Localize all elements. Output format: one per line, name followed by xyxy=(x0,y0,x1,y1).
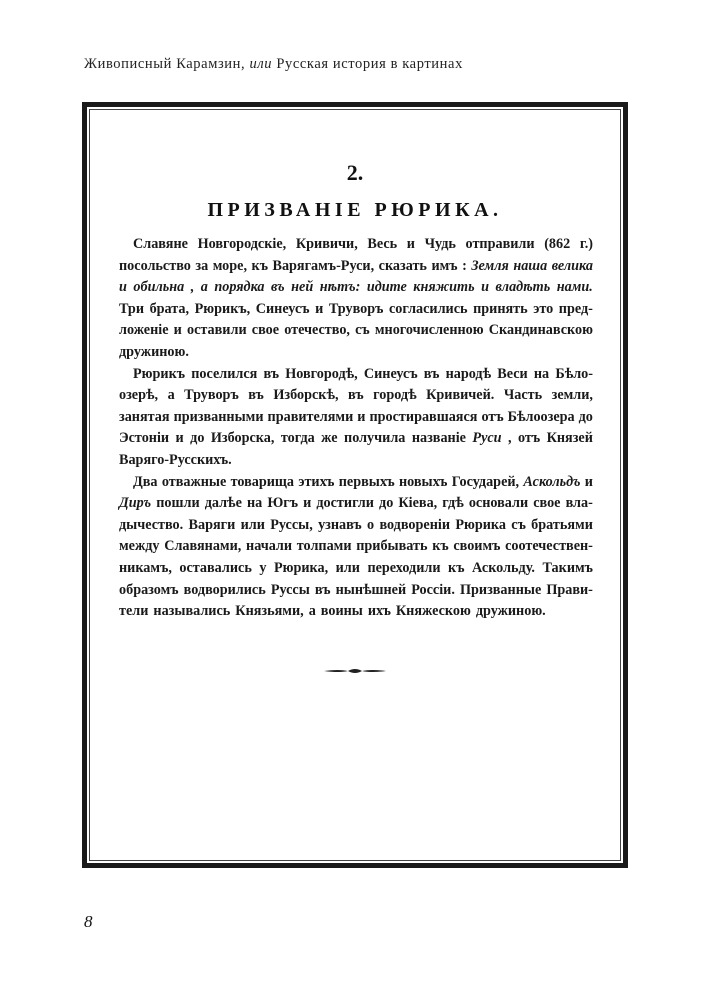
word: первыхъ xyxy=(338,473,395,490)
text-line xyxy=(119,580,593,602)
word: далѣе xyxy=(204,495,242,512)
word: занятая xyxy=(119,408,170,425)
word: же xyxy=(321,430,338,447)
word: Бѣло- xyxy=(555,365,593,382)
text-line xyxy=(119,536,593,558)
word: Варягамъ-Руси, xyxy=(272,257,375,274)
text-line xyxy=(119,385,593,407)
word: Славяне xyxy=(133,236,188,252)
word: до xyxy=(578,408,593,425)
word: Новгородскіе, xyxy=(197,236,287,252)
word: вла- xyxy=(565,495,593,512)
word: Россіи. xyxy=(411,581,455,598)
word: Князей xyxy=(546,430,593,447)
word: Рюрика, xyxy=(273,559,329,576)
word: водвореніи xyxy=(379,516,451,533)
word: о xyxy=(367,516,375,533)
italic-word: и xyxy=(481,279,489,296)
word: ложеніе xyxy=(119,322,169,339)
word: на xyxy=(533,365,550,382)
word: Югъ xyxy=(267,495,299,512)
word: Изборскѣ, xyxy=(273,387,339,404)
italic-word: въ xyxy=(271,279,285,296)
italic-word: наша xyxy=(513,257,548,274)
text-line xyxy=(119,364,593,386)
running-head-title: Живописный Карамзин, xyxy=(84,56,246,72)
word: новыхъ xyxy=(398,473,448,490)
word: тогда xyxy=(280,430,315,447)
word: Славянами, xyxy=(164,538,242,555)
word: и xyxy=(357,408,366,425)
word: Скандинавскою xyxy=(488,322,593,339)
word: до xyxy=(379,495,394,512)
text-line xyxy=(119,407,593,429)
word: Бѣлоозера xyxy=(507,408,575,425)
word: Аскольду. xyxy=(472,559,535,576)
word: Кіева, xyxy=(398,495,438,512)
italic-word: идите xyxy=(366,279,407,296)
word: Прави- xyxy=(546,581,593,598)
chapter-number: 2. xyxy=(346,160,364,185)
word: отправили xyxy=(465,236,535,252)
word: Руссы, xyxy=(270,516,313,533)
word: оставались xyxy=(179,559,252,576)
italic-word: владѣть xyxy=(495,279,551,296)
word: Призванные xyxy=(459,581,542,598)
word: Государей, xyxy=(451,473,520,490)
word: съ xyxy=(355,322,370,339)
word: , xyxy=(508,430,512,447)
word: отъ xyxy=(517,430,541,447)
italic-word: а xyxy=(200,279,208,296)
word: Княжескою xyxy=(395,603,471,620)
text-line xyxy=(119,515,593,537)
word: Весь xyxy=(367,236,398,252)
chapter-body xyxy=(119,234,593,623)
word: узнавъ xyxy=(318,516,362,533)
italic-word: ней xyxy=(291,279,314,296)
text-line xyxy=(119,277,593,299)
italic-word: , xyxy=(190,279,195,296)
word: а xyxy=(308,603,316,620)
page-frame xyxy=(82,102,628,868)
word: или xyxy=(335,559,360,576)
word: начали xyxy=(246,538,293,555)
word: въ xyxy=(314,581,331,598)
word: Князьями, xyxy=(235,603,304,620)
word: призванными xyxy=(173,408,264,425)
word: правителями xyxy=(267,408,354,425)
word: и xyxy=(584,473,593,490)
word: воины xyxy=(320,603,363,620)
text-line xyxy=(119,320,593,342)
word: дычество. xyxy=(119,516,184,533)
ornament-divider-icon xyxy=(324,667,386,675)
word: свое xyxy=(251,322,280,339)
word: Часть xyxy=(503,387,543,404)
word: брата, xyxy=(149,300,190,317)
chapter-title: ПРИЗВАНІЕ РЮРИКА. xyxy=(207,199,503,221)
word: а xyxy=(167,387,175,404)
word: соотечествен- xyxy=(505,538,593,555)
word: Чудь xyxy=(424,236,456,252)
word: Веси xyxy=(497,365,528,382)
word: и xyxy=(303,495,312,512)
word: и xyxy=(175,430,184,447)
page-number: 8 xyxy=(84,912,93,931)
word: къ xyxy=(448,559,465,576)
word: ихъ xyxy=(367,603,391,620)
word: многочисленною xyxy=(374,322,484,339)
word: Труворъ xyxy=(328,300,384,317)
word: братьями xyxy=(531,516,593,533)
text-line xyxy=(119,601,593,623)
text-line xyxy=(119,558,593,580)
word: пред- xyxy=(558,300,593,317)
text-line xyxy=(119,428,593,450)
word: до xyxy=(190,430,205,447)
italic-word: велика xyxy=(551,257,593,274)
running-head-subtitle: Русская история в картинах xyxy=(276,56,463,72)
word: и xyxy=(315,300,324,317)
word: пошли xyxy=(156,495,200,512)
word: у xyxy=(259,559,267,576)
italic-word: порядка xyxy=(214,279,265,296)
italic-word: Диръ xyxy=(119,495,152,512)
italic-word: Земля xyxy=(471,257,509,274)
word: и xyxy=(406,236,415,252)
word: земли, xyxy=(551,387,593,404)
word: народѣ xyxy=(445,365,492,382)
word: Два xyxy=(133,473,158,490)
italic-word: Руси xyxy=(472,430,502,447)
word: Рюрика xyxy=(455,516,506,533)
italic-word: и xyxy=(119,279,127,296)
word: и xyxy=(173,322,182,339)
word: въ xyxy=(348,387,364,404)
word: Синеусъ xyxy=(363,365,418,382)
word: Эстоніи xyxy=(119,430,170,447)
word: Изборска, xyxy=(210,430,275,447)
word: отъ xyxy=(481,408,504,425)
word: своимъ xyxy=(453,538,501,555)
word: Руссы xyxy=(270,581,310,598)
text-line xyxy=(119,234,593,256)
italic-word: нами. xyxy=(556,279,593,296)
word: назывались xyxy=(153,603,231,620)
word: или xyxy=(240,516,265,533)
word: на xyxy=(246,495,263,512)
word: посольство xyxy=(119,257,191,274)
word: съ xyxy=(511,516,526,533)
word: Три xyxy=(119,300,144,317)
word: простиравшаяся xyxy=(369,408,478,425)
word: Варяги xyxy=(188,516,236,533)
text-line xyxy=(119,256,593,278)
word: Синеусъ xyxy=(255,300,310,317)
word: никамъ, xyxy=(119,559,172,576)
word: сказать xyxy=(378,257,427,274)
word: отечество, xyxy=(284,322,350,339)
text-line xyxy=(119,493,593,515)
word: Варяго-Русскихъ. xyxy=(119,451,232,468)
word: товарища xyxy=(230,473,295,490)
word: достигли xyxy=(316,495,374,512)
word: между xyxy=(119,538,160,555)
word: дружиною. xyxy=(475,603,546,620)
word: : xyxy=(462,257,467,274)
word: озерѣ, xyxy=(119,387,159,404)
italic-word: обильна xyxy=(133,279,185,296)
text-line xyxy=(119,342,593,364)
word: образомъ xyxy=(119,581,179,598)
word: свое xyxy=(533,495,561,512)
word: въ xyxy=(248,387,264,404)
italic-word: нѣтъ: xyxy=(319,279,361,296)
text-line xyxy=(119,450,593,472)
word: основали xyxy=(468,495,529,512)
word: Кривичей. xyxy=(426,387,495,404)
running-head-conjunction: или xyxy=(249,56,273,72)
word: принять xyxy=(473,300,528,317)
word: къ xyxy=(251,257,268,274)
word: (862 xyxy=(544,236,571,252)
text-line xyxy=(119,472,593,494)
word: получила xyxy=(344,430,406,447)
word: Такимъ xyxy=(542,559,593,576)
word: отважные xyxy=(161,473,227,490)
word: нынѣшней xyxy=(335,581,407,598)
italic-word: княжить xyxy=(413,279,475,296)
word: толпами xyxy=(296,538,352,555)
word: въ xyxy=(263,365,280,382)
word: Труворъ xyxy=(184,387,239,404)
word: море, xyxy=(212,257,247,274)
word: переходили xyxy=(367,559,441,576)
word: согласились xyxy=(388,300,468,317)
word: оставили xyxy=(187,322,247,339)
word: водворились xyxy=(183,581,266,598)
text-line xyxy=(119,299,593,321)
word: Рюрикъ xyxy=(133,365,186,382)
word: къ xyxy=(432,538,449,555)
word: тели xyxy=(119,603,149,620)
word: г.) xyxy=(579,236,593,252)
word: городѣ xyxy=(373,387,417,404)
word: имъ xyxy=(431,257,458,274)
word: Новгородѣ, xyxy=(285,365,358,382)
word: названіе xyxy=(411,430,466,447)
word: дружиною. xyxy=(119,343,189,360)
word: гдѣ xyxy=(442,495,464,512)
word: поселился xyxy=(191,365,258,382)
running-head xyxy=(84,56,463,73)
word: Кривичи, xyxy=(295,236,358,252)
word: этихъ xyxy=(298,473,335,490)
word: за xyxy=(195,257,209,274)
word: это xyxy=(533,300,554,317)
italic-word: Аскольдъ xyxy=(523,473,581,490)
word: Рюрикъ, xyxy=(194,300,251,317)
word: въ xyxy=(423,365,440,382)
word: прибывать xyxy=(356,538,428,555)
